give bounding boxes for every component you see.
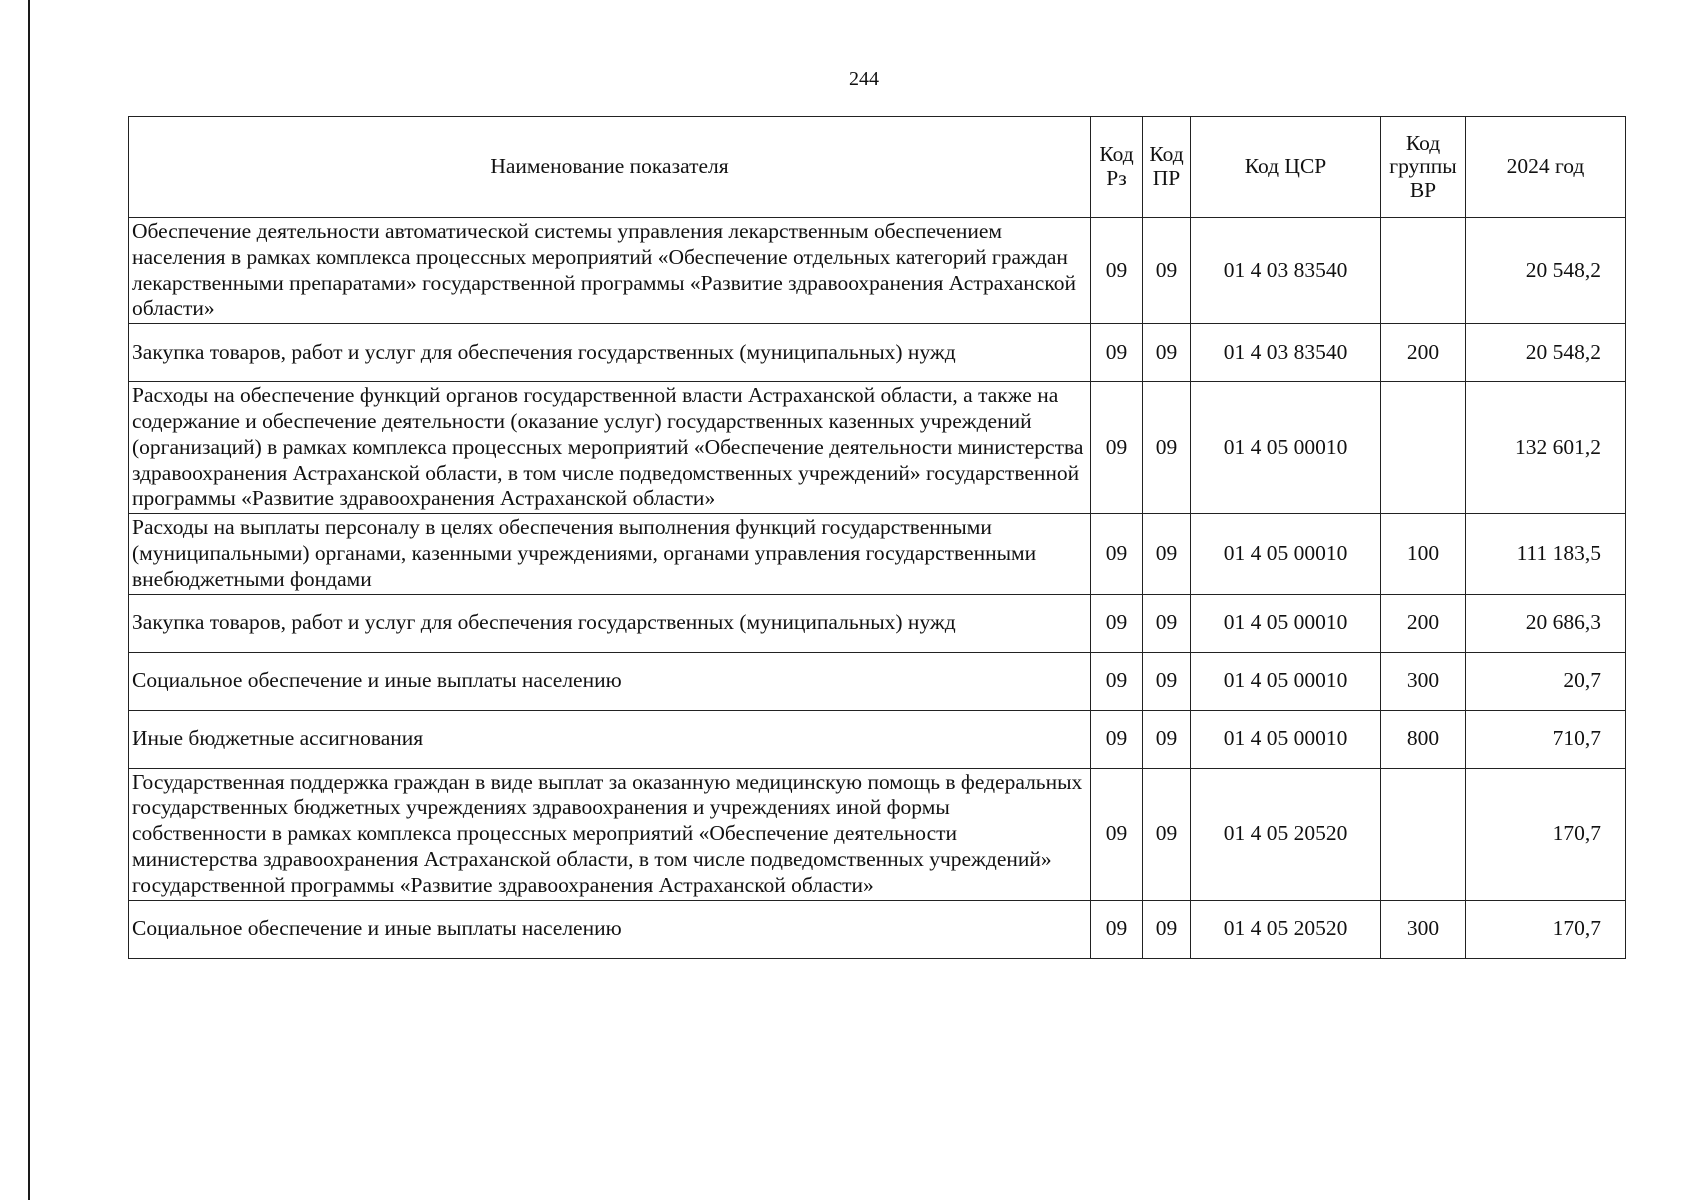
header-year: 2024 год: [1466, 117, 1626, 218]
table-row: [129, 324, 1626, 382]
cell-name: Социальное обеспечение и иные выплаты населению: [129, 900, 1091, 958]
budget-table: [128, 116, 1626, 959]
cell-value: 20,7: [1466, 652, 1626, 710]
cell-pr: 09: [1143, 710, 1191, 768]
cell-vr: [1381, 218, 1466, 324]
cell-name: Государственная поддержка граждан в виде выплат за оказанную медицинскую помощь в федеральных государственных бюджетных учреждениях здравоохранения и учреждениях иной формы собственности в рамках комплекса процессных мероприятий «Обеспечение деятельности министерства здравоохранения Астраханской области, в том числе подведомственных учреждений» государственной программы «Развитие здравоохранения Астраханской области»: [129, 768, 1091, 900]
page-number: 244: [849, 68, 879, 90]
cell-value: 111 183,5: [1466, 514, 1626, 594]
cell-csr: 01 4 05 00010: [1191, 594, 1381, 652]
header-csr: Код ЦСР: [1191, 117, 1381, 218]
cell-csr: 01 4 05 00010: [1191, 710, 1381, 768]
table-row: [129, 382, 1626, 514]
cell-value: 710,7: [1466, 710, 1626, 768]
cell-vr: 200: [1381, 594, 1466, 652]
cell-pr: 09: [1143, 382, 1191, 514]
cell-name: Расходы на выплаты персоналу в целях обеспечения выполнения функций государственными (муниципальными) органами, казенными учреждениями, органами управления государственными внебюджетными фондами: [129, 514, 1091, 594]
header-vr: Код группы ВР: [1381, 117, 1466, 218]
cell-vr: 100: [1381, 514, 1466, 594]
cell-vr: [1381, 768, 1466, 900]
table-body: [129, 218, 1626, 959]
binding-margin-line: [28, 0, 30, 1200]
cell-vr: 300: [1381, 900, 1466, 958]
cell-rz: 09: [1091, 710, 1143, 768]
cell-vr: 300: [1381, 652, 1466, 710]
cell-rz: 09: [1091, 652, 1143, 710]
cell-value: 20 548,2: [1466, 218, 1626, 324]
cell-rz: 09: [1091, 218, 1143, 324]
cell-pr: 09: [1143, 514, 1191, 594]
cell-rz: 09: [1091, 514, 1143, 594]
header-row: [129, 117, 1626, 218]
cell-csr: 01 4 05 20520: [1191, 768, 1381, 900]
cell-rz: 09: [1091, 768, 1143, 900]
cell-name: Расходы на обеспечение функций органов государственной власти Астраханской области, а также на содержание и обеспечение деятельности (оказание услуг) государственных казенных учреждений (организаций) в рамках комплекса процессных мероприятий «Обеспечение деятельности министерства здравоохранения Астраханской области, в том числе подведомственных учреждений» государственной программы «Развитие здравоохранения Астраханской области»: [129, 382, 1091, 514]
cell-value: 170,7: [1466, 768, 1626, 900]
cell-vr: 200: [1381, 324, 1466, 382]
cell-vr: 800: [1381, 710, 1466, 768]
cell-name: Социальное обеспечение и иные выплаты населению: [129, 652, 1091, 710]
header-pr: Код ПР: [1143, 117, 1191, 218]
cell-pr: 09: [1143, 324, 1191, 382]
cell-name: Закупка товаров, работ и услуг для обеспечения государственных (муниципальных) нужд: [129, 324, 1091, 382]
cell-csr: 01 4 05 00010: [1191, 652, 1381, 710]
header-name: Наименование показателя: [129, 117, 1091, 218]
table-row: [129, 218, 1626, 324]
cell-csr: 01 4 05 20520: [1191, 900, 1381, 958]
cell-name: Закупка товаров, работ и услуг для обеспечения государственных (муниципальных) нужд: [129, 594, 1091, 652]
cell-vr: [1381, 382, 1466, 514]
cell-pr: 09: [1143, 594, 1191, 652]
cell-name: Иные бюджетные ассигнования: [129, 710, 1091, 768]
cell-name: Обеспечение деятельности автоматической системы управления лекарственным обеспечением населения в рамках комплекса процессных мероприятий «Обеспечение отдельных категорий граждан лекарственными препаратами» государственной программы «Развитие здравоохранения Астраханской области»: [129, 218, 1091, 324]
table-row: [129, 514, 1626, 594]
cell-pr: 09: [1143, 218, 1191, 324]
table-row: [129, 768, 1626, 900]
cell-value: 20 686,3: [1466, 594, 1626, 652]
table-row: [129, 652, 1626, 710]
cell-csr: 01 4 05 00010: [1191, 382, 1381, 514]
cell-rz: 09: [1091, 594, 1143, 652]
cell-rz: 09: [1091, 324, 1143, 382]
cell-value: 132 601,2: [1466, 382, 1626, 514]
cell-pr: 09: [1143, 900, 1191, 958]
cell-pr: 09: [1143, 652, 1191, 710]
cell-rz: 09: [1091, 382, 1143, 514]
cell-csr: 01 4 03 83540: [1191, 324, 1381, 382]
cell-csr: 01 4 03 83540: [1191, 218, 1381, 324]
cell-rz: 09: [1091, 900, 1143, 958]
table-row: [129, 594, 1626, 652]
cell-pr: 09: [1143, 768, 1191, 900]
cell-value: 20 548,2: [1466, 324, 1626, 382]
cell-csr: 01 4 05 00010: [1191, 514, 1381, 594]
table-header: [129, 117, 1626, 218]
table-row: [129, 900, 1626, 958]
table-row: [129, 710, 1626, 768]
header-rz: Код Рз: [1091, 117, 1143, 218]
cell-value: 170,7: [1466, 900, 1626, 958]
